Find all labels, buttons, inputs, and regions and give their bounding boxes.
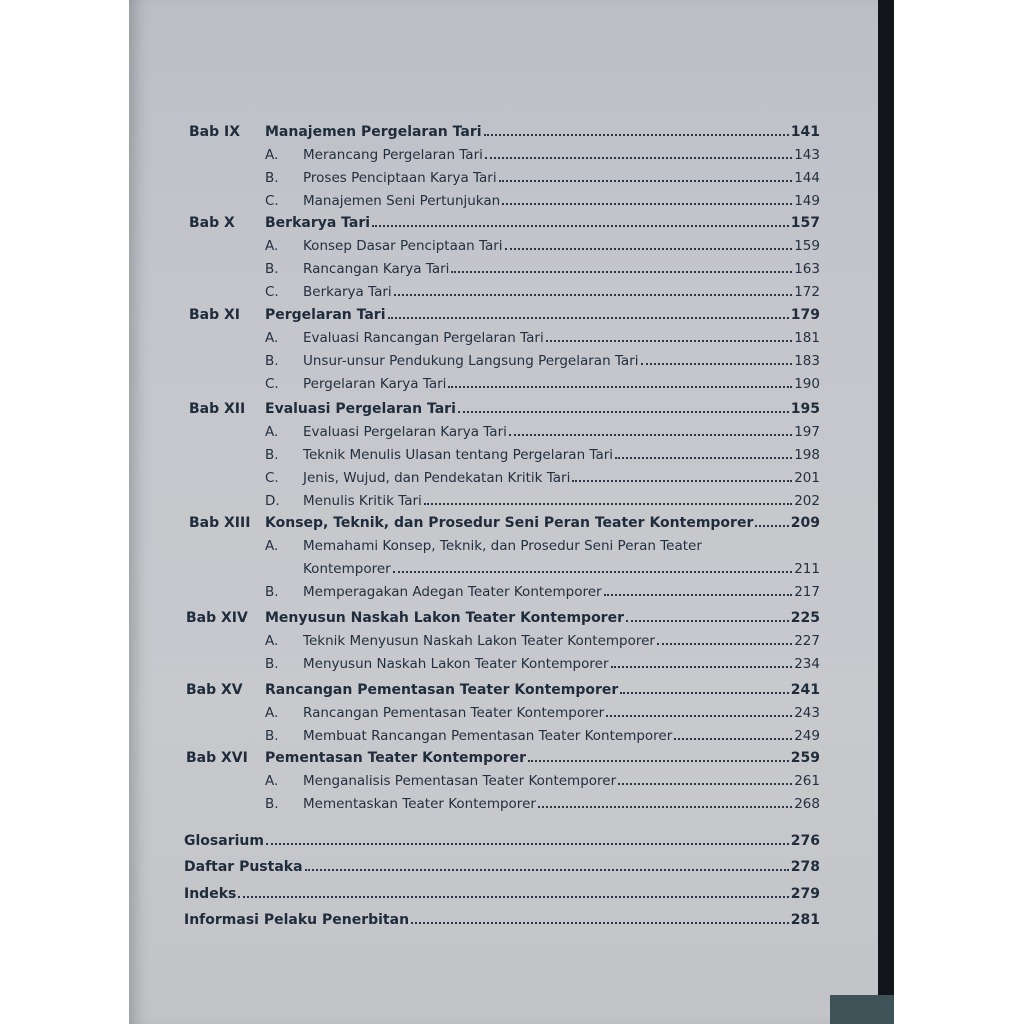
section-letter: A. [265,633,279,649]
section-title: Jenis, Wujud, dan Pendekatan Kritik Tari [303,470,571,486]
section-entry [265,347,820,369]
chapter-number: Bab XIV [186,610,248,626]
dot-leader [505,248,793,250]
dot-leader [499,180,793,182]
section-letter: C. [265,284,279,300]
section-title: Evaluasi Rancangan Pergelaran Tari [303,330,544,346]
section-letter: C. [265,376,279,392]
dot-leader [641,363,793,365]
section-page-number: 268 [794,796,820,812]
dot-leader [626,620,789,622]
appendix-title: Daftar Pustaka [184,859,303,875]
section-page-number: 234 [794,656,820,672]
section-page-number: 261 [794,773,820,789]
dot-leader [451,271,792,273]
section-title: Konsep Dasar Penciptaan Tari [303,238,503,254]
dot-leader [538,806,792,808]
chapter-title: Evaluasi Pergelaran Tari [265,401,456,417]
dot-leader [305,869,789,871]
section-entry [265,532,820,554]
section-entry [265,722,820,744]
section-letter: B. [265,261,279,277]
dot-leader [388,317,789,319]
chapter-page-number: 141 [790,124,820,140]
section-letter: A. [265,424,279,440]
chapter-page-number: 209 [790,515,820,531]
section-letter: A. [265,773,279,789]
chapter-title: Manajemen Pergelaran Tari [265,124,482,140]
section-entry [265,767,820,789]
chapter-page-number: 195 [790,401,820,417]
chapter-entry [265,509,820,531]
section-title: Menulis Kritik Tari [303,493,422,509]
section-title: Evaluasi Pergelaran Karya Tari [303,424,507,440]
section-entry [265,627,820,649]
appendix-title: Indeks [184,886,237,902]
appendix-page-number: 278 [790,859,820,875]
section-page-number: 143 [794,147,820,163]
section-page-number: 243 [794,705,820,721]
chapter-title: Berkarya Tari [265,215,371,231]
appendix-entry [184,827,820,849]
chapter-page-number: 259 [790,750,820,766]
dot-leader [484,134,789,136]
chapter-entry [265,604,820,626]
dot-leader [755,525,788,527]
appendix-title: Glosarium [184,833,264,849]
section-title: Menganalisis Pementasan Teater Kontemporer [303,773,617,789]
dot-leader [572,480,792,482]
section-entry-continued [303,555,820,577]
section-page-number: 211 [794,561,820,577]
chapter-title: Pergelaran Tari [265,307,386,323]
appendix-page-number: 281 [790,912,820,928]
dot-leader [604,594,793,596]
chapter-number: Bab X [189,215,235,231]
section-page-number: 149 [794,193,820,209]
dot-leader [372,225,789,227]
section-title: Merancang Pergelaran Tari [303,147,483,163]
section-page-number: 217 [794,584,820,600]
section-title: Berkarya Tari [303,284,392,300]
appendix-title: Informasi Pelaku Penerbitan [184,912,410,928]
section-title: Menyusun Naskah Lakon Teater Kontemporer [303,656,609,672]
chapter-title: Pementasan Teater Kontemporer [265,750,527,766]
appendix-page-number: 276 [790,833,820,849]
section-title: Rancangan Karya Tari [303,261,450,277]
section-entry [265,441,820,463]
dot-leader [674,738,792,740]
section-title: Memperagakan Adegan Teater Kontemporer [303,584,602,600]
section-entry [265,278,820,300]
dot-leader [615,457,792,459]
section-entry [265,578,820,600]
section-title: Unsur-unsur Pendukung Langsung Pergelaran Tari [303,353,639,369]
chapter-title: Konsep, Teknik, dan Prosedur Seni Peran Teater Kontemporer [265,515,754,531]
chapter-title: Rancangan Pementasan Teater Kontemporer [265,682,619,698]
section-entry [265,699,820,721]
chapter-title: Menyusun Naskah Lakon Teater Kontemporer [265,610,624,626]
appendix-page-number: 279 [790,886,820,902]
appendix-entry [184,906,820,928]
chapter-page-number: 225 [790,610,820,626]
section-entry [265,418,820,440]
dot-leader [606,715,792,717]
chapter-number: Bab XII [189,401,246,417]
section-page-number: 197 [794,424,820,440]
chapter-entry [265,676,820,698]
section-page-number: 201 [794,470,820,486]
dot-leader [509,434,792,436]
chapter-entry [265,744,820,766]
chapter-number: Bab XVI [186,750,248,766]
section-letter: B. [265,796,279,812]
chapter-entry [265,395,820,417]
section-entry [265,464,820,486]
chapter-page-number: 157 [790,215,820,231]
chapter-entry [265,209,820,231]
chapter-number: Bab IX [189,124,241,140]
section-page-number: 202 [794,493,820,509]
dot-leader [618,783,792,785]
section-title: Teknik Menyusun Naskah Lakon Teater Kontemporer [303,633,655,649]
section-entry [265,164,820,186]
section-page-number: 181 [794,330,820,346]
dot-leader [448,386,792,388]
section-title: Proses Penciptaan Karya Tari [303,170,497,186]
section-title: Teknik Menulis Ulasan tentang Pergelaran Tari [303,447,614,463]
chapter-page-number: 179 [790,307,820,323]
section-letter: A. [265,330,279,346]
chapter-number: Bab XV [186,682,243,698]
section-letter: B. [265,728,279,744]
dot-leader [266,843,789,845]
section-letter: B. [265,656,279,672]
section-entry [265,324,820,346]
dot-leader [611,666,793,668]
section-letter: A. [265,238,279,254]
section-letter: B. [265,447,279,463]
dot-leader [657,643,792,645]
section-letter: B. [265,170,279,186]
section-letter: A. [265,705,279,721]
section-page-number: 249 [794,728,820,744]
chapter-entry [265,301,820,323]
section-entry [265,487,820,509]
section-letter: B. [265,353,279,369]
section-entry [265,790,820,812]
section-title: Manajemen Seni Pertunjukan [303,193,501,209]
section-page-number: 159 [794,238,820,254]
dot-leader [620,692,788,694]
section-letter: C. [265,470,279,486]
section-title: Rancangan Pementasan Teater Kontemporer [303,705,605,721]
chapter-number: Bab XIII [189,515,251,531]
section-page-number: 172 [794,284,820,300]
section-entry [265,370,820,392]
dot-leader [458,411,789,413]
dot-leader [393,571,793,573]
section-page-number: 198 [794,447,820,463]
section-title-continued: Kontemporer [303,561,391,577]
section-page-number: 183 [794,353,820,369]
section-entry [265,232,820,254]
chapter-number: Bab XI [189,307,241,323]
dot-leader [238,896,788,898]
section-page-number: 163 [794,261,820,277]
section-letter: B. [265,584,279,600]
section-letter: C. [265,193,279,209]
dot-leader [424,503,792,505]
dot-leader [528,760,789,762]
section-entry [265,650,820,672]
dot-leader [546,340,792,342]
appendix-entry [184,880,820,902]
section-entry [265,255,820,277]
section-page-number: 144 [794,170,820,186]
section-entry [265,187,820,209]
section-title: Membuat Rancangan Pementasan Teater Kontemporer [303,728,673,744]
section-title: Memahami Konsep, Teknik, dan Prosedur Seni Peran Teater [303,538,702,554]
section-title: Pergelaran Karya Tari [303,376,447,392]
dot-leader [411,922,789,924]
section-letter: A. [265,147,279,163]
chapter-page-number: 241 [790,682,820,698]
section-title: Mementaskan Teater Kontemporer [303,796,536,812]
section-entry [265,141,820,163]
dot-leader [502,203,792,205]
section-page-number: 227 [794,633,820,649]
appendix-entry [184,853,820,875]
dot-leader [485,157,792,159]
chapter-entry [265,118,820,140]
dot-leader [394,294,793,296]
section-letter: A. [265,538,279,554]
section-letter: D. [265,493,280,509]
section-page-number: 190 [794,376,820,392]
